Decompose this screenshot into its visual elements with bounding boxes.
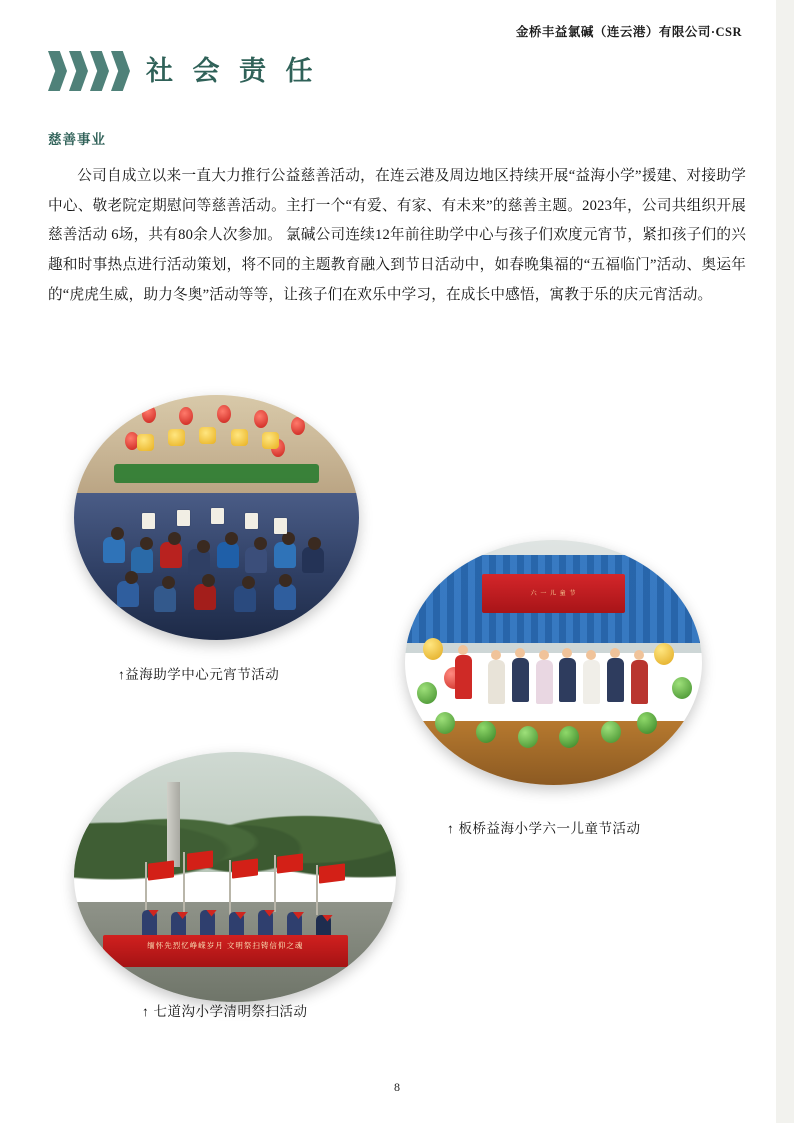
- photo-tomb-sweeping: [74, 752, 396, 1002]
- photo-red-banner: [103, 935, 348, 968]
- photo-banner-text: 缅怀先烈忆峥嵘岁月 文明祭扫铸信仰之魂: [147, 941, 304, 951]
- photo-banner-text: 六 一 儿 童 节: [530, 591, 577, 597]
- photo-caption-childrens-day: ↑ 板桥益海小学六一儿童节活动: [447, 821, 641, 836]
- page-edge-band: [776, 0, 794, 1123]
- photo-stage-banner: [114, 464, 319, 484]
- photo-caption-tomb-sweeping: ↑ 七道沟小学清明祭扫活动: [142, 1004, 308, 1019]
- chevron-icon: [111, 51, 130, 91]
- photo-trees: [74, 782, 396, 897]
- photo-childrens-day: [405, 540, 702, 785]
- photo-content: [405, 540, 702, 785]
- chevron-group-icon: [48, 51, 132, 91]
- chevron-icon: [48, 51, 67, 91]
- chevron-icon: [90, 51, 109, 91]
- photo-lantern-festival: [74, 395, 359, 640]
- photo-content: [74, 395, 359, 640]
- section-paragraph: 公司自成立以来一直大力推行公益慈善活动，在连云港及周边地区持续开展“益海小学”援建、对接助学中心、敬老院定期慰问等慈善活动。主打一个“有爱、有家、有未来”的慈善主题。2023年，公司共组织开展慈善活动 6场，共有80余人次参加。 氯碱公司连续12年前往助学中心与孩子们欢度元宵节，紧扣孩子们的兴趣和时事热点进行活动策划，将不同的主题教育融入到节日活动中，如春晚集福的“五福临门”活动、奥运年的“虎虎生威，助力冬奥”活动等等，让孩子们在欢乐中学习，在成长中感悟，寓教于乐的庆元宵活动。: [48, 168, 746, 303]
- page-number: 8: [394, 1080, 400, 1094]
- photo-red-banner: [482, 574, 625, 613]
- header-company-line: 金桥丰益氯碱（连云港）有限公司·CSR: [515, 25, 742, 39]
- section-heading: 慈善事业: [48, 132, 106, 147]
- photo-monument: [167, 782, 180, 867]
- page-title: 社 会 责 任: [146, 55, 319, 86]
- photo-caption-lantern-festival: ↑益海助学中心元宵节活动: [118, 667, 280, 682]
- page-title-block: [48, 48, 319, 94]
- photo-content: [74, 752, 396, 1002]
- chevron-icon: [69, 51, 88, 91]
